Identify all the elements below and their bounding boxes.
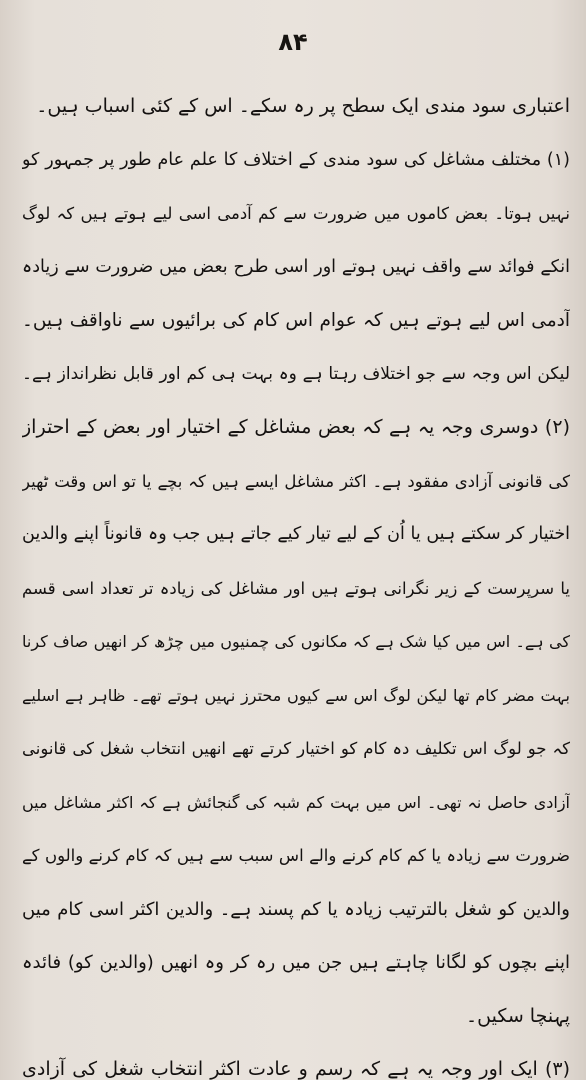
text-line: نہیں ہوتا۔ بعض کاموں میں ضرورت سے کم آدمی اسی لیے ہوتے ہیں کہ لوگ (22, 204, 570, 223)
text-line: اپنے بچوں کو لگانا چاہتے ہیں جن میں رہ کر وہ انھیں (والدین کو) فائدہ (22, 952, 570, 973)
text-line: کی ہے۔ اس میں کیا شک ہے کہ مکانوں کی چمنیوں میں چڑھ کر انھیں صاف کرنا (22, 632, 570, 651)
text-line: اختیار کر سکتے ہیں یا اُن کے لیے تیار کیے جاتے ہیں جب وہ قانوناً اپنے والدین (22, 524, 570, 544)
text-line: آدمی اس لیے ہوتے ہیں کہ عوام اس کام کی برائیوں سے ناواقف ہیں۔ (22, 310, 570, 331)
text-line: یا سرپرست کے زیر نگرانی ہوتے ہیں اور مشاغل کی زیادہ تر تعداد اسی قسم (22, 578, 570, 598)
page-number: ۸۴ (278, 28, 308, 56)
text-line: (۱) مختلف مشاغل کی سود مندی کے اختلاف کا علم عام طور پر جمہور کو (22, 149, 570, 170)
text-line: کی قانونی آزادی مفقود ہے۔ اکثر مشاغل ایسے ہیں کہ بچے یا تو اس وقت ٹھیر (22, 471, 570, 491)
text-line: (۳) ایک اور وجہ یہ ہے کہ رسم و عادت اکثر انتخاب شغل کی آزادی (22, 1058, 570, 1080)
text-line: اعتباری سود مندی ایک سطح پر رہ سکے۔ اس کے کئی اسباب ہیں۔ (36, 95, 570, 117)
body-text (22, 80, 570, 1080)
text-line: والدین کو شغل بالترتیب زیادہ یا کم پسند ہے۔ والدین اکثر اسی کام میں (22, 898, 570, 920)
text-line: لیکن اس وجہ سے جو اختلاف رہتا ہے وہ بہت ہی کم اور قابل نظرانداز ہے۔ (22, 363, 570, 384)
text-line: (۲) دوسری وجہ یہ ہے کہ بعض مشاغل کے اختیار اور بعض کے احتراز (22, 416, 570, 438)
text-line: بہت مضر کام تھا لیکن لوگ اس سے کیوں محترز نہیں ہوتے تھے۔ ظاہر ہے اسلیے (22, 685, 570, 705)
text-line: آزادی حاصل نہ تھی۔ اس میں بہت کم شبہ کی گنجائش ہے کہ اکثر مشاغل میں (22, 792, 570, 812)
text-line: کہ جو لوگ اس تکلیف دہ کام کو اختیار کرتے تھے انھیں انتخاب شغل کی قانونی (22, 739, 570, 758)
text-line: پہنچا سکیں۔ (466, 1004, 570, 1027)
text-line: انکے فوائد سے واقف نہیں ہوتے اور اسی طرح بعض میں ضرورت سے زیادہ (22, 256, 570, 277)
text-line: ضرورت سے زیادہ یا کم کام کرنے والے اس سبب سے ہیں کہ کام کرنے والوں کے (22, 846, 570, 865)
